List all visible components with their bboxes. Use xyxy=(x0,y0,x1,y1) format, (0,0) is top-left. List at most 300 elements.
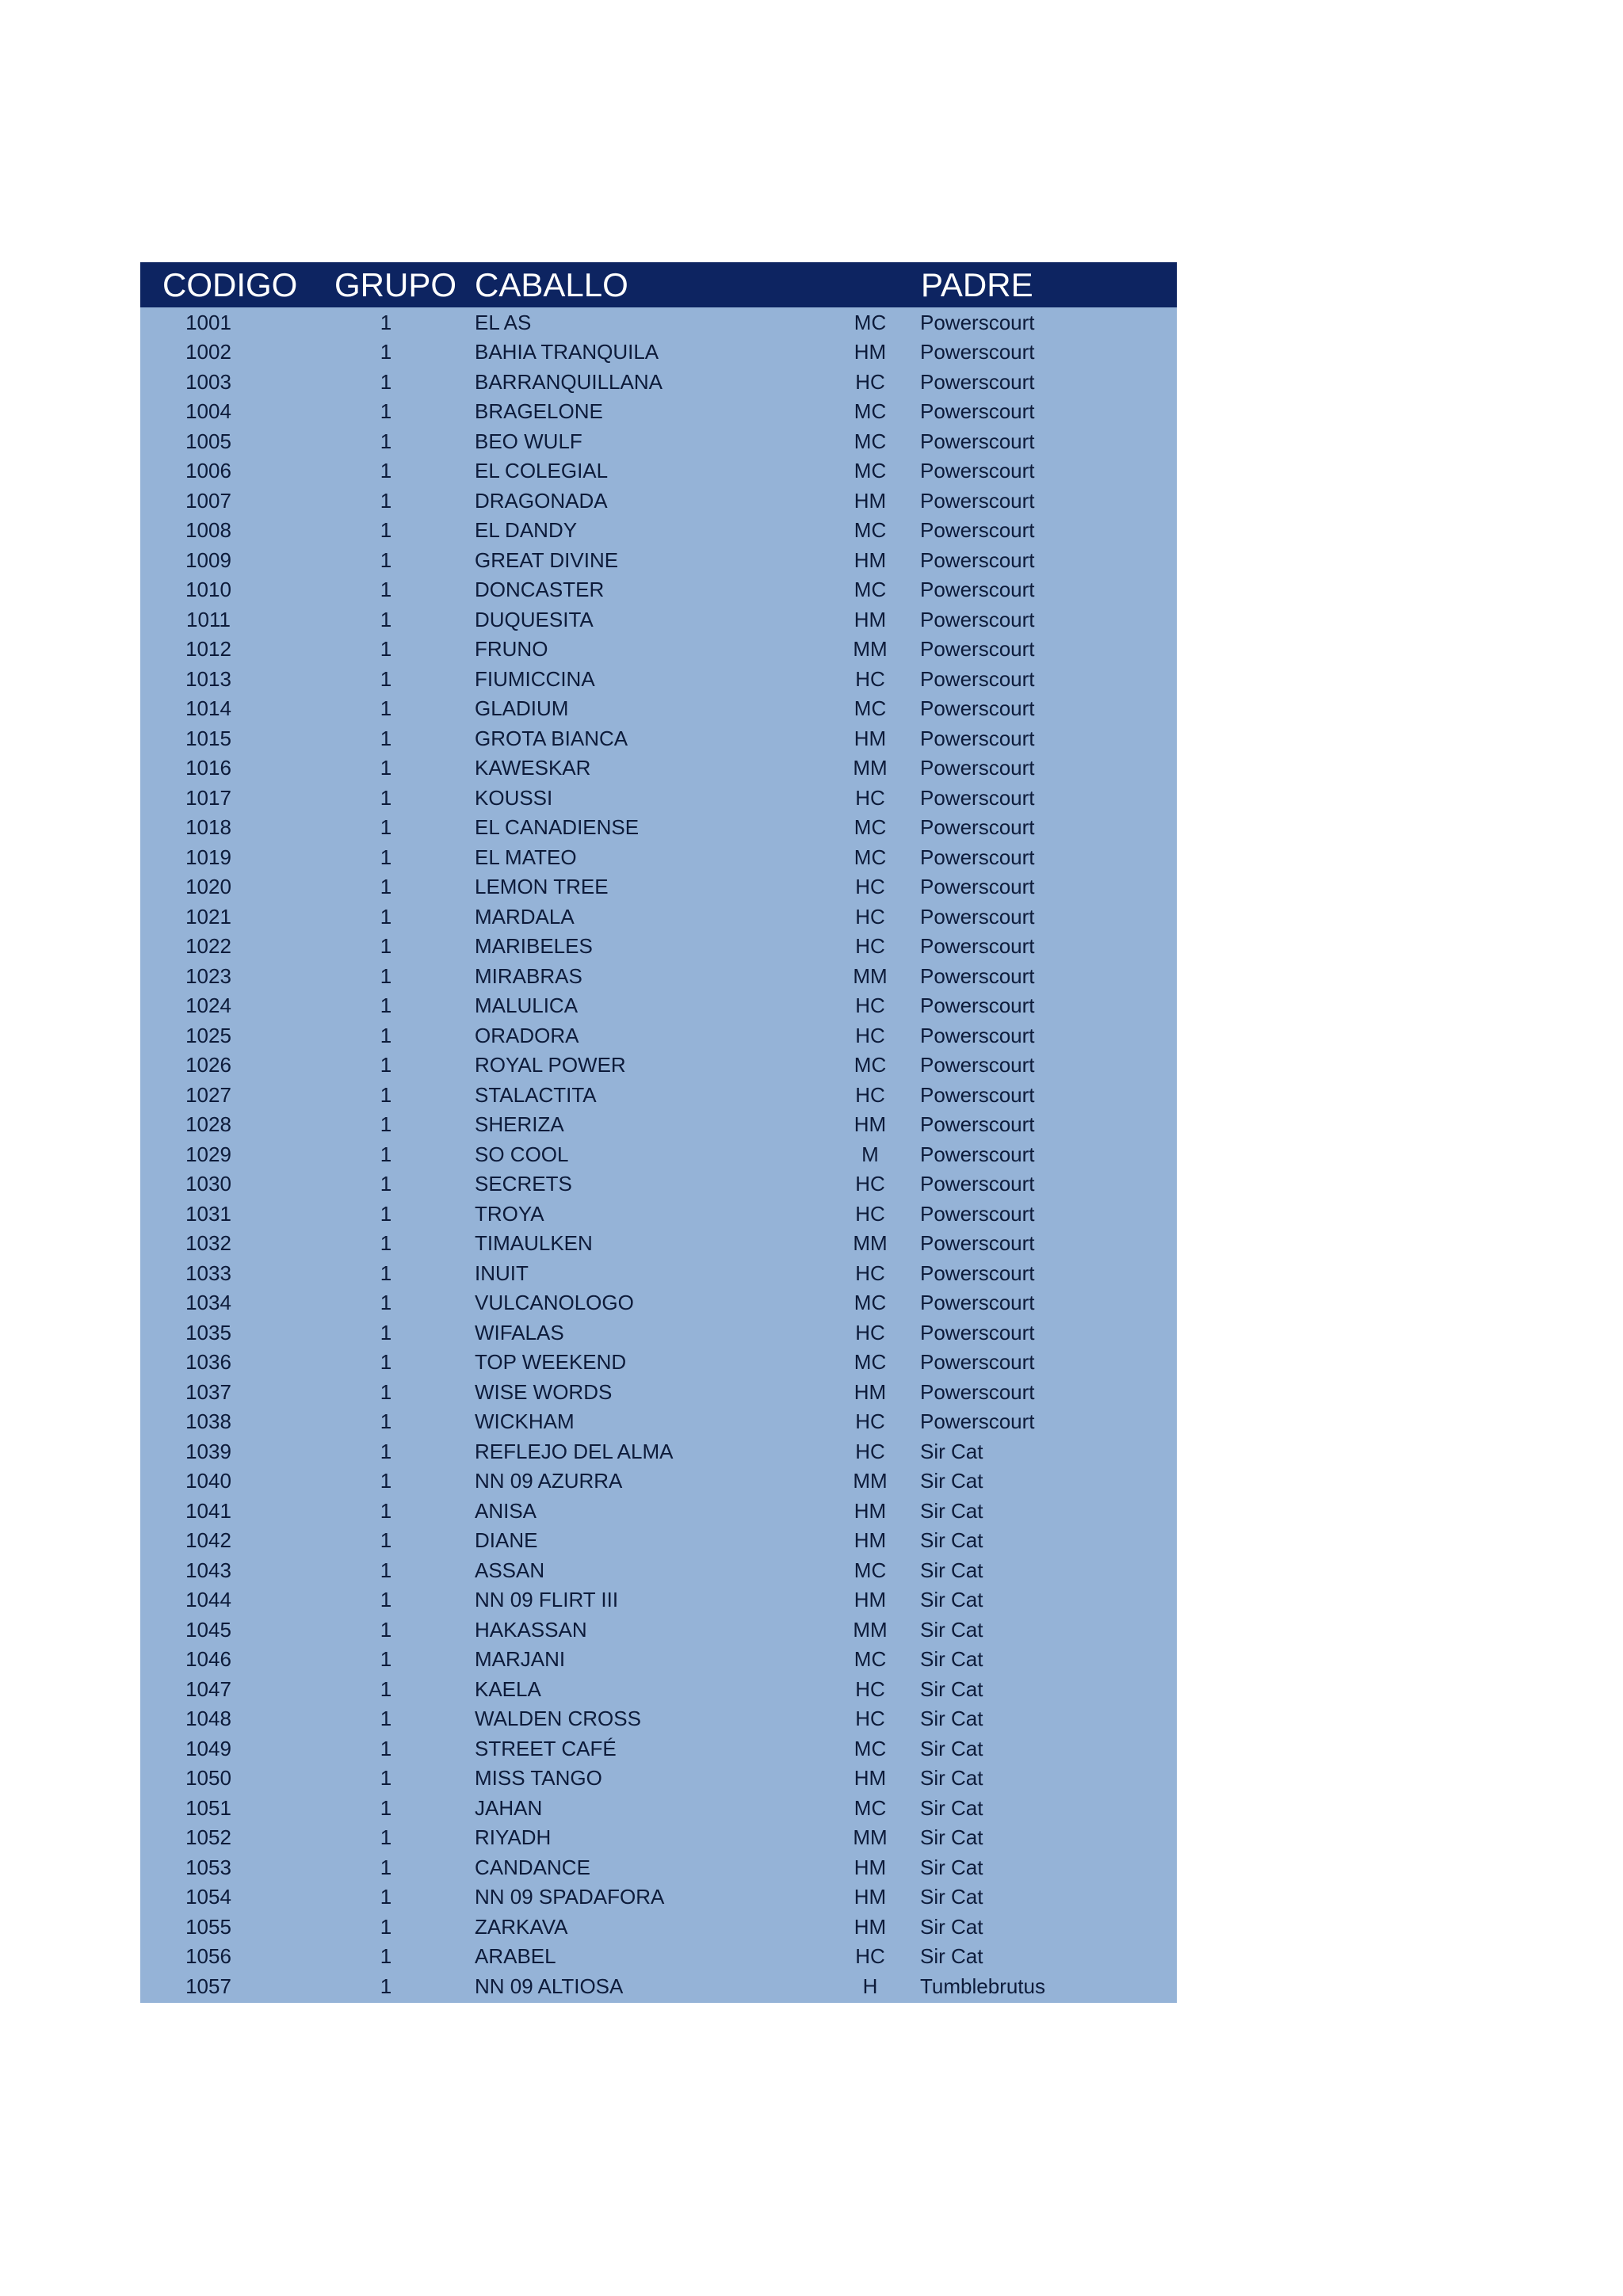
table-row xyxy=(140,1258,1177,1288)
cell-padre: Powerscourt xyxy=(920,756,1035,780)
cell-grupo: 1 xyxy=(380,1528,392,1553)
table-row xyxy=(140,1585,1177,1615)
cell-sexo: HM xyxy=(854,1112,887,1137)
table-row xyxy=(140,367,1177,397)
cell-caballo: NN 09 SPADAFORA xyxy=(475,1885,665,1909)
cell-caballo: WICKHAM xyxy=(475,1409,575,1434)
cell-caballo: EL DANDY xyxy=(475,518,578,543)
cell-codigo: 1045 xyxy=(185,1617,231,1642)
table-row xyxy=(140,1764,1177,1794)
cell-grupo: 1 xyxy=(380,1498,392,1523)
cell-grupo: 1 xyxy=(380,1409,392,1434)
table-row xyxy=(140,1852,1177,1882)
cell-padre: Powerscourt xyxy=(920,845,1035,869)
cell-caballo: KAWESKAR xyxy=(475,756,591,780)
cell-padre: Sir Cat xyxy=(920,1469,983,1493)
table-row xyxy=(140,1555,1177,1585)
cell-padre: Powerscourt xyxy=(920,785,1035,810)
cell-codigo: 1056 xyxy=(185,1944,231,1969)
cell-sexo: MC xyxy=(854,1736,887,1760)
cell-codigo: 1015 xyxy=(185,726,231,750)
cell-codigo: 1007 xyxy=(185,488,231,513)
cell-padre: Powerscourt xyxy=(920,696,1035,721)
cell-sexo: HM xyxy=(854,340,887,364)
cell-sexo: MM xyxy=(853,1825,888,1850)
cell-sexo: HC xyxy=(855,1707,885,1731)
cell-codigo: 1037 xyxy=(185,1379,231,1404)
cell-codigo: 1038 xyxy=(185,1409,231,1434)
cell-caballo: NN 09 FLIRT III xyxy=(475,1588,619,1612)
cell-codigo: 1031 xyxy=(185,1201,231,1226)
cell-padre: Sir Cat xyxy=(920,1885,983,1909)
cell-codigo: 1009 xyxy=(185,547,231,572)
cell-grupo: 1 xyxy=(380,815,392,840)
cell-grupo: 1 xyxy=(380,340,392,364)
cell-codigo: 1005 xyxy=(185,429,231,453)
cell-padre: Powerscourt xyxy=(920,578,1035,602)
cell-grupo: 1 xyxy=(380,785,392,810)
cell-sexo: HC xyxy=(855,1201,885,1226)
cell-codigo: 1036 xyxy=(185,1350,231,1375)
cell-codigo: 1049 xyxy=(185,1736,231,1760)
horse-table xyxy=(140,262,1177,2003)
cell-padre: Powerscourt xyxy=(920,1320,1035,1344)
cell-codigo: 1006 xyxy=(185,459,231,483)
cell-caballo: MARDALA xyxy=(475,904,575,929)
cell-caballo: DUQUESITA xyxy=(475,607,594,631)
cell-sexo: HC xyxy=(855,1439,885,1463)
cell-caballo: STREET CAFÉ xyxy=(475,1736,617,1760)
cell-sexo: HC xyxy=(855,875,885,899)
cell-codigo: 1008 xyxy=(185,518,231,543)
cell-sexo: HC xyxy=(855,369,885,394)
cell-grupo: 1 xyxy=(380,607,392,631)
cell-sexo: HC xyxy=(855,1023,885,1047)
cell-sexo: HC xyxy=(855,934,885,959)
cell-grupo: 1 xyxy=(380,488,392,513)
cell-caballo: KOUSSI xyxy=(475,785,553,810)
cell-caballo: ORADORA xyxy=(475,1023,579,1047)
header-codigo: CODIGO xyxy=(162,265,298,303)
cell-codigo: 1044 xyxy=(185,1588,231,1612)
cell-caballo: ASSAN xyxy=(475,1558,545,1582)
cell-padre: Powerscourt xyxy=(920,726,1035,750)
cell-caballo: EL MATEO xyxy=(475,845,577,869)
cell-sexo: HC xyxy=(855,666,885,691)
table-row xyxy=(140,1823,1177,1853)
cell-sexo: HC xyxy=(855,785,885,810)
table-row xyxy=(140,1645,1177,1675)
table-row xyxy=(140,1971,1177,2001)
cell-caballo: DIANE xyxy=(475,1528,538,1553)
cell-grupo: 1 xyxy=(380,1944,392,1969)
cell-codigo: 1012 xyxy=(185,637,231,662)
cell-codigo: 1047 xyxy=(185,1676,231,1701)
cell-grupo: 1 xyxy=(380,1320,392,1344)
cell-padre: Powerscourt xyxy=(920,1142,1035,1166)
cell-grupo: 1 xyxy=(380,1350,392,1375)
cell-codigo: 1001 xyxy=(185,310,231,334)
cell-codigo: 1052 xyxy=(185,1825,231,1850)
cell-sexo: MC xyxy=(854,815,887,840)
cell-caballo: GROTA BIANCA xyxy=(475,726,628,750)
cell-caballo: REFLEJO DEL ALMA xyxy=(475,1439,674,1463)
cell-padre: Sir Cat xyxy=(920,1676,983,1701)
cell-padre: Powerscourt xyxy=(920,1172,1035,1196)
table-row xyxy=(140,1169,1177,1199)
cell-sexo: MC xyxy=(854,696,887,721)
cell-sexo: HC xyxy=(855,994,885,1018)
table-row xyxy=(140,486,1177,516)
table-row xyxy=(140,575,1177,605)
table-row xyxy=(140,1229,1177,1259)
table-row xyxy=(140,307,1177,338)
cell-caballo: WIFALAS xyxy=(475,1320,564,1344)
cell-codigo: 1057 xyxy=(185,1974,231,1998)
cell-padre: Powerscourt xyxy=(920,369,1035,394)
cell-caballo: BAHIA TRANQUILA xyxy=(475,340,659,364)
cell-grupo: 1 xyxy=(380,1795,392,1820)
cell-padre: Powerscourt xyxy=(920,963,1035,988)
cell-codigo: 1024 xyxy=(185,994,231,1018)
cell-codigo: 1010 xyxy=(185,578,231,602)
cell-sexo: HM xyxy=(854,488,887,513)
cell-sexo: MC xyxy=(854,399,887,424)
cell-caballo: RIYADH xyxy=(475,1825,552,1850)
cell-padre: Powerscourt xyxy=(920,518,1035,543)
table-row xyxy=(140,1793,1177,1823)
cell-grupo: 1 xyxy=(380,518,392,543)
table-row xyxy=(140,1526,1177,1556)
cell-grupo: 1 xyxy=(380,1855,392,1879)
cell-caballo: CANDANCE xyxy=(475,1855,590,1879)
table-row xyxy=(140,1377,1177,1407)
table-row xyxy=(140,1704,1177,1734)
cell-sexo: HM xyxy=(854,1885,887,1909)
cell-padre: Powerscourt xyxy=(920,875,1035,899)
cell-sexo: HC xyxy=(855,1944,885,1969)
cell-sexo: MC xyxy=(854,1291,887,1315)
cell-sexo: HC xyxy=(855,904,885,929)
cell-padre: Tumblebrutus xyxy=(920,1974,1045,1998)
table-row xyxy=(140,1733,1177,1764)
cell-sexo: HM xyxy=(854,1379,887,1404)
cell-sexo: HM xyxy=(854,1588,887,1612)
cell-codigo: 1026 xyxy=(185,1053,231,1077)
cell-grupo: 1 xyxy=(380,1172,392,1196)
table-row xyxy=(140,1199,1177,1229)
cell-caballo: EL CANADIENSE xyxy=(475,815,640,840)
cell-sexo: MC xyxy=(854,310,887,334)
table-row xyxy=(140,1139,1177,1169)
cell-caballo: MIRABRAS xyxy=(475,963,582,988)
cell-sexo: MC xyxy=(854,1795,887,1820)
cell-grupo: 1 xyxy=(380,1766,392,1791)
cell-padre: Powerscourt xyxy=(920,1082,1035,1107)
cell-grupo: 1 xyxy=(380,1231,392,1256)
cell-codigo: 1025 xyxy=(185,1023,231,1047)
cell-padre: Powerscourt xyxy=(920,1112,1035,1137)
cell-caballo: EL AS xyxy=(475,310,532,334)
table-row xyxy=(140,1674,1177,1704)
cell-codigo: 1053 xyxy=(185,1855,231,1879)
cell-caballo: TROYA xyxy=(475,1201,544,1226)
cell-caballo: MARJANI xyxy=(475,1647,566,1672)
cell-sexo: MC xyxy=(854,578,887,602)
table-row xyxy=(140,456,1177,486)
cell-padre: Sir Cat xyxy=(920,1825,983,1850)
table-row xyxy=(140,1318,1177,1348)
cell-caballo: WISE WORDS xyxy=(475,1379,613,1404)
table-row xyxy=(140,961,1177,991)
header-caballo: CABALLO xyxy=(475,265,628,303)
cell-padre: Powerscourt xyxy=(920,1409,1035,1434)
cell-grupo: 1 xyxy=(380,1053,392,1077)
cell-sexo: HM xyxy=(854,1914,887,1939)
cell-sexo: H xyxy=(862,1974,878,1998)
cell-grupo: 1 xyxy=(380,1588,392,1612)
cell-padre: Sir Cat xyxy=(920,1439,983,1463)
cell-padre: Sir Cat xyxy=(920,1588,983,1612)
header-padre: PADRE xyxy=(921,265,1033,303)
cell-sexo: HM xyxy=(854,607,887,631)
cell-grupo: 1 xyxy=(380,1617,392,1642)
cell-padre: Sir Cat xyxy=(920,1736,983,1760)
table-row xyxy=(140,516,1177,546)
cell-caballo: SO COOL xyxy=(475,1142,569,1166)
cell-codigo: 1022 xyxy=(185,934,231,959)
table-row xyxy=(140,1288,1177,1318)
cell-padre: Sir Cat xyxy=(920,1558,983,1582)
cell-sexo: MC xyxy=(854,1053,887,1077)
table-row xyxy=(140,1912,1177,1942)
cell-caballo: BARRANQUILLANA xyxy=(475,369,663,394)
cell-grupo: 1 xyxy=(380,310,392,334)
table-row xyxy=(140,1496,1177,1526)
cell-padre: Powerscourt xyxy=(920,1023,1035,1047)
cell-grupo: 1 xyxy=(380,1707,392,1731)
cell-sexo: HC xyxy=(855,1172,885,1196)
cell-grupo: 1 xyxy=(380,578,392,602)
cell-grupo: 1 xyxy=(380,1291,392,1315)
cell-codigo: 1014 xyxy=(185,696,231,721)
cell-codigo: 1054 xyxy=(185,1885,231,1909)
cell-codigo: 1029 xyxy=(185,1142,231,1166)
cell-grupo: 1 xyxy=(380,875,392,899)
cell-padre: Sir Cat xyxy=(920,1766,983,1791)
cell-codigo: 1040 xyxy=(185,1469,231,1493)
cell-padre: Sir Cat xyxy=(920,1647,983,1672)
cell-grupo: 1 xyxy=(380,1379,392,1404)
cell-caballo: ANISA xyxy=(475,1498,537,1523)
cell-caballo: ZARKAVA xyxy=(475,1914,568,1939)
cell-codigo: 1002 xyxy=(185,340,231,364)
cell-padre: Powerscourt xyxy=(920,815,1035,840)
cell-padre: Powerscourt xyxy=(920,1350,1035,1375)
cell-grupo: 1 xyxy=(380,1558,392,1582)
cell-padre: Sir Cat xyxy=(920,1498,983,1523)
cell-padre: Powerscourt xyxy=(920,399,1035,424)
cell-padre: Sir Cat xyxy=(920,1855,983,1879)
table-header xyxy=(140,262,1177,307)
cell-codigo: 1055 xyxy=(185,1914,231,1939)
header-grupo: GRUPO xyxy=(334,265,457,303)
cell-grupo: 1 xyxy=(380,963,392,988)
table-row xyxy=(140,338,1177,368)
cell-sexo: HM xyxy=(854,1498,887,1523)
table-row xyxy=(140,1882,1177,1913)
table-row xyxy=(140,1466,1177,1497)
cell-caballo: TOP WEEKEND xyxy=(475,1350,627,1375)
cell-padre: Powerscourt xyxy=(920,459,1035,483)
table-row xyxy=(140,694,1177,724)
cell-padre: Powerscourt xyxy=(920,666,1035,691)
cell-sexo: MM xyxy=(853,637,888,662)
cell-codigo: 1048 xyxy=(185,1707,231,1731)
cell-padre: Powerscourt xyxy=(920,904,1035,929)
cell-caballo: INUIT xyxy=(475,1261,529,1285)
table-row xyxy=(140,991,1177,1021)
cell-codigo: 1028 xyxy=(185,1112,231,1137)
table-row xyxy=(140,872,1177,902)
cell-padre: Powerscourt xyxy=(920,429,1035,453)
cell-sexo: MC xyxy=(854,1350,887,1375)
cell-grupo: 1 xyxy=(380,1082,392,1107)
cell-grupo: 1 xyxy=(380,1201,392,1226)
cell-codigo: 1051 xyxy=(185,1795,231,1820)
cell-sexo: HC xyxy=(855,1676,885,1701)
cell-codigo: 1043 xyxy=(185,1558,231,1582)
cell-padre: Powerscourt xyxy=(920,1053,1035,1077)
cell-padre: Powerscourt xyxy=(920,488,1035,513)
cell-codigo: 1019 xyxy=(185,845,231,869)
cell-sexo: MM xyxy=(853,1469,888,1493)
cell-grupo: 1 xyxy=(380,1885,392,1909)
cell-codigo: 1013 xyxy=(185,666,231,691)
cell-codigo: 1046 xyxy=(185,1647,231,1672)
cell-caballo: MARIBELES xyxy=(475,934,593,959)
cell-grupo: 1 xyxy=(380,547,392,572)
cell-caballo: WALDEN CROSS xyxy=(475,1707,641,1731)
cell-codigo: 1034 xyxy=(185,1291,231,1315)
cell-padre: Powerscourt xyxy=(920,994,1035,1018)
cell-codigo: 1004 xyxy=(185,399,231,424)
cell-sexo: HM xyxy=(854,547,887,572)
table-row xyxy=(140,1436,1177,1466)
cell-padre: Sir Cat xyxy=(920,1944,983,1969)
cell-sexo: MC xyxy=(854,845,887,869)
cell-caballo: GREAT DIVINE xyxy=(475,547,619,572)
cell-sexo: HM xyxy=(854,1855,887,1879)
cell-sexo: MC xyxy=(854,518,887,543)
table-row xyxy=(140,1615,1177,1645)
cell-caballo: MALULICA xyxy=(475,994,579,1018)
cell-grupo: 1 xyxy=(380,1112,392,1137)
table-row xyxy=(140,605,1177,635)
cell-grupo: 1 xyxy=(380,399,392,424)
cell-sexo: HC xyxy=(855,1261,885,1285)
cell-caballo: DONCASTER xyxy=(475,578,605,602)
cell-padre: Powerscourt xyxy=(920,340,1035,364)
cell-grupo: 1 xyxy=(380,1974,392,1998)
cell-grupo: 1 xyxy=(380,429,392,453)
table-row xyxy=(140,813,1177,843)
cell-codigo: 1020 xyxy=(185,875,231,899)
cell-caballo: HAKASSAN xyxy=(475,1617,587,1642)
cell-caballo: DRAGONADA xyxy=(475,488,608,513)
cell-grupo: 1 xyxy=(380,1469,392,1493)
cell-codigo: 1050 xyxy=(185,1766,231,1791)
cell-caballo: SHERIZA xyxy=(475,1112,564,1137)
cell-padre: Powerscourt xyxy=(920,1261,1035,1285)
cell-caballo: GLADIUM xyxy=(475,696,569,721)
cell-grupo: 1 xyxy=(380,904,392,929)
cell-sexo: HM xyxy=(854,1528,887,1553)
table-row xyxy=(140,723,1177,753)
cell-grupo: 1 xyxy=(380,1647,392,1672)
cell-caballo: VULCANOLOGO xyxy=(475,1291,634,1315)
cell-sexo: M xyxy=(861,1142,879,1166)
cell-grupo: 1 xyxy=(380,1261,392,1285)
cell-padre: Powerscourt xyxy=(920,934,1035,959)
table-row xyxy=(140,635,1177,665)
cell-grupo: 1 xyxy=(380,1023,392,1047)
cell-grupo: 1 xyxy=(380,1736,392,1760)
cell-caballo: ARABEL xyxy=(475,1944,556,1969)
cell-caballo: NN 09 AZURRA xyxy=(475,1469,623,1493)
cell-sexo: HM xyxy=(854,726,887,750)
table-row xyxy=(140,783,1177,813)
cell-caballo: STALACTITA xyxy=(475,1082,597,1107)
cell-grupo: 1 xyxy=(380,696,392,721)
table-row xyxy=(140,545,1177,575)
cell-padre: Powerscourt xyxy=(920,637,1035,662)
cell-sexo: MC xyxy=(854,1558,887,1582)
table-row xyxy=(140,664,1177,694)
cell-codigo: 1032 xyxy=(185,1231,231,1256)
table-row xyxy=(140,1942,1177,1972)
table-row xyxy=(140,1080,1177,1110)
table-row xyxy=(140,397,1177,427)
cell-codigo: 1017 xyxy=(185,785,231,810)
table-row xyxy=(140,842,1177,872)
cell-caballo: BEO WULF xyxy=(475,429,582,453)
cell-sexo: MC xyxy=(854,429,887,453)
cell-grupo: 1 xyxy=(380,1439,392,1463)
cell-codigo: 1023 xyxy=(185,963,231,988)
cell-caballo: ROYAL POWER xyxy=(475,1053,626,1077)
cell-grupo: 1 xyxy=(380,845,392,869)
cell-codigo: 1027 xyxy=(185,1082,231,1107)
cell-caballo: FIUMICCINA xyxy=(475,666,595,691)
cell-codigo: 1003 xyxy=(185,369,231,394)
cell-grupo: 1 xyxy=(380,1676,392,1701)
table-row xyxy=(140,1110,1177,1140)
cell-codigo: 1018 xyxy=(185,815,231,840)
cell-padre: Sir Cat xyxy=(920,1914,983,1939)
cell-caballo: FRUNO xyxy=(475,637,548,662)
cell-padre: Powerscourt xyxy=(920,310,1035,334)
cell-padre: Powerscourt xyxy=(920,547,1035,572)
table-row xyxy=(140,1051,1177,1081)
cell-sexo: MM xyxy=(853,1231,888,1256)
cell-caballo: LEMON TREE xyxy=(475,875,609,899)
cell-codigo: 1011 xyxy=(186,607,231,631)
cell-codigo: 1021 xyxy=(185,904,231,929)
cell-sexo: MC xyxy=(854,1647,887,1672)
cell-grupo: 1 xyxy=(380,666,392,691)
cell-codigo: 1016 xyxy=(185,756,231,780)
